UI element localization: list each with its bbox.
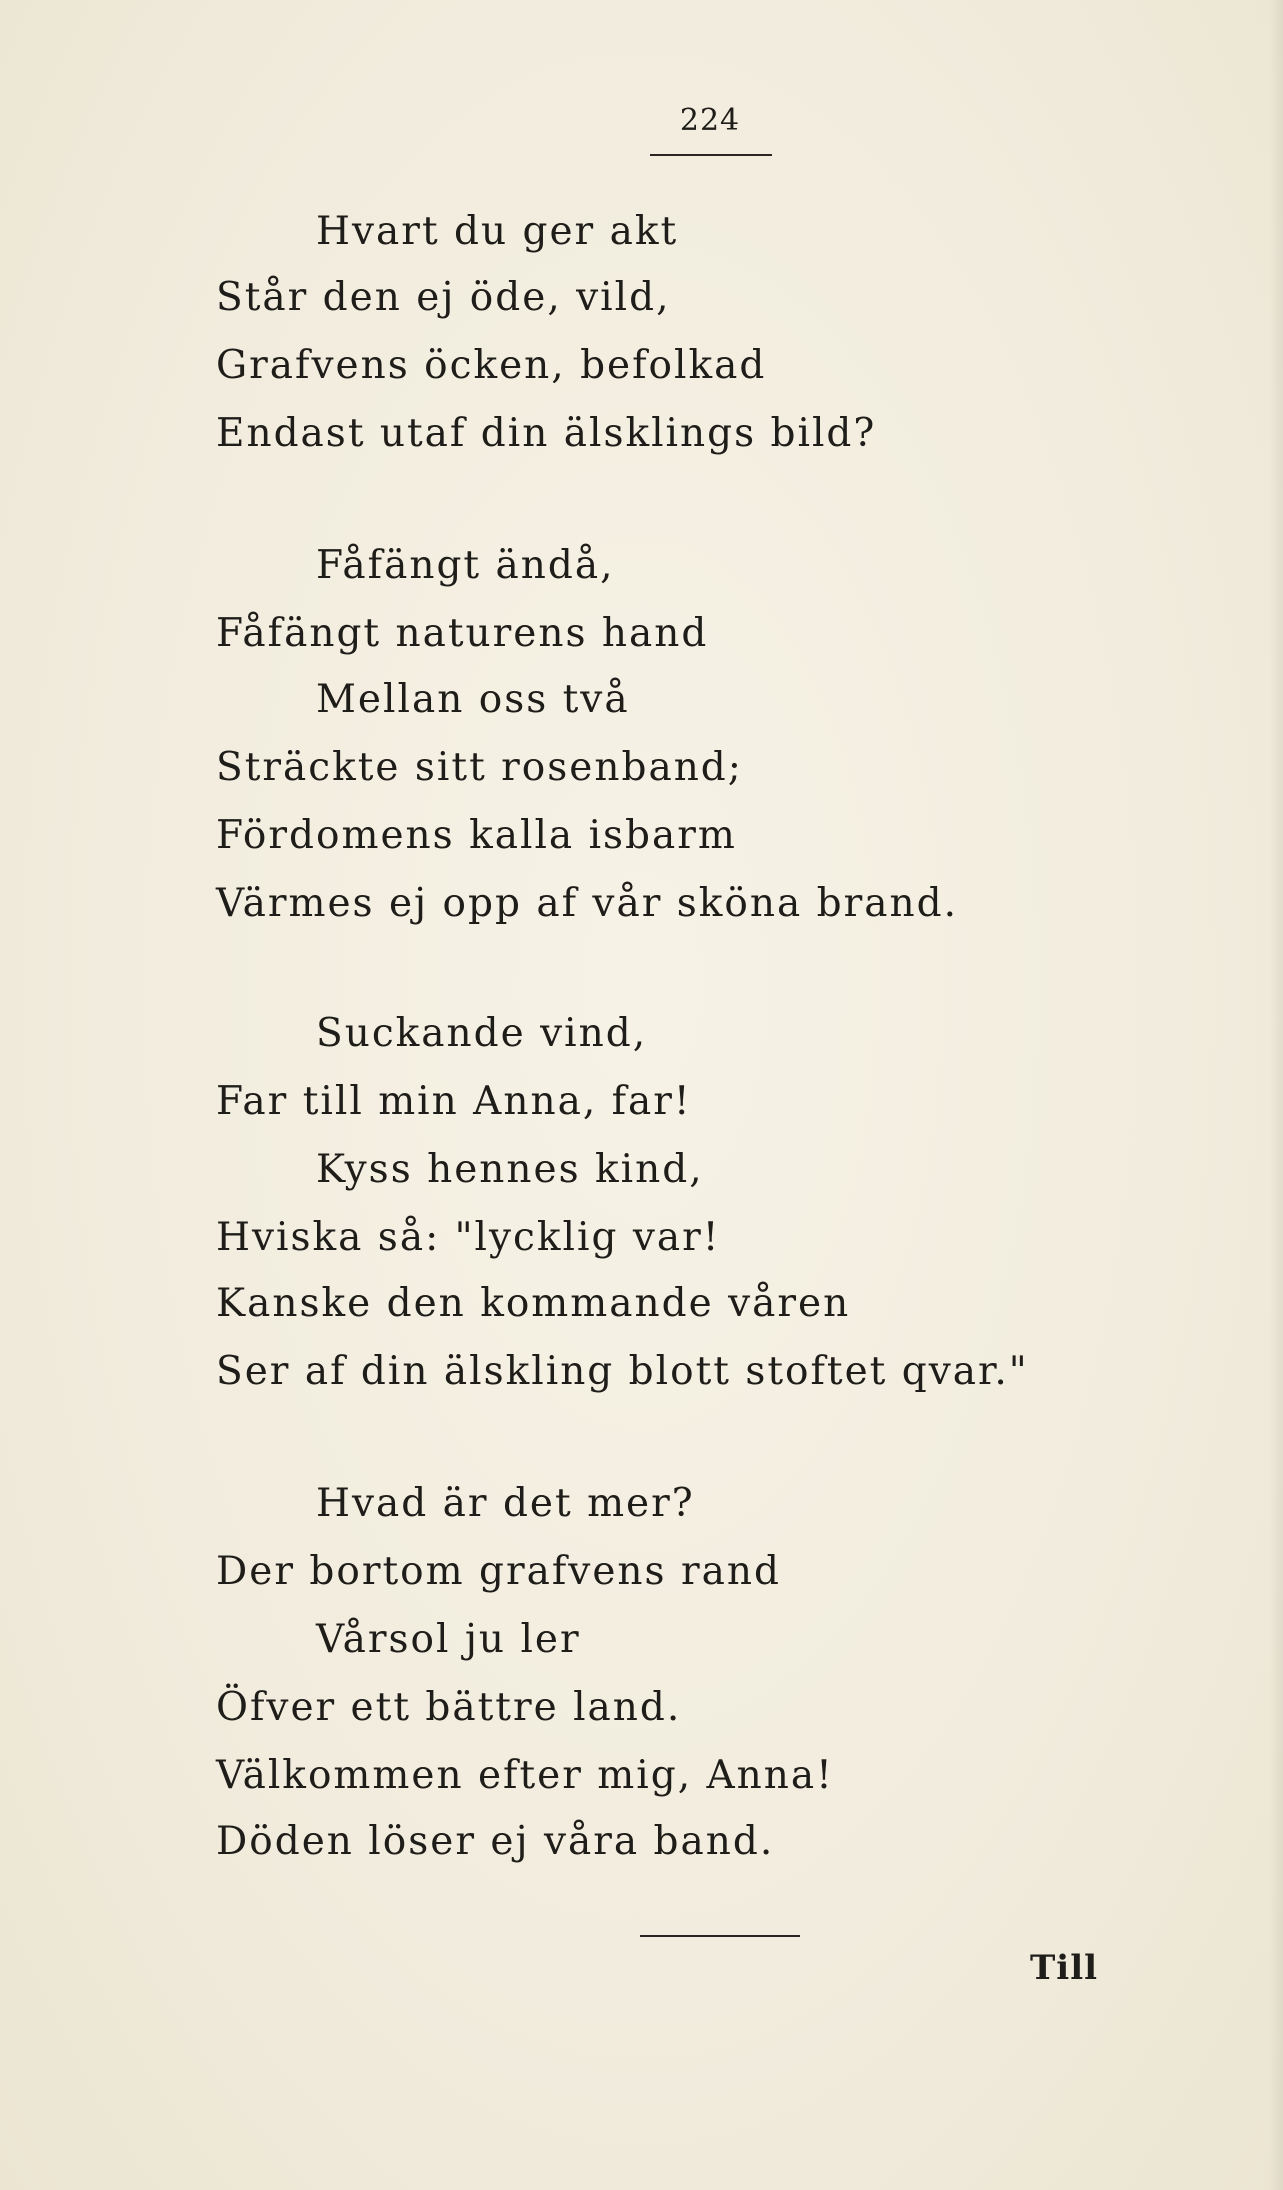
page-number: 224	[679, 103, 741, 138]
poem-line: Grafvens öcken, befolkad	[216, 343, 767, 388]
catchword: Till	[1030, 1948, 1099, 1988]
poem-line: Mellan oss två	[316, 677, 630, 722]
footer-rule	[640, 1935, 800, 1937]
poem-line: Värmes ej opp af vår sköna brand.	[216, 881, 958, 926]
poem-line: Ser af din älskling blott stoftet qvar."	[216, 1349, 1029, 1394]
poem-line: Endast utaf din älsklings bild?	[216, 411, 877, 456]
poem-line: Sträckte sitt rosenband;	[216, 745, 743, 790]
poem-line: Kyss hennes kind,	[316, 1147, 704, 1192]
header-rule	[650, 154, 772, 156]
poem-line: Döden löser ej våra band.	[216, 1819, 775, 1864]
poem-line: Kanske den kommande våren	[216, 1281, 851, 1326]
poem-line: Fåfängt ändå,	[316, 543, 615, 588]
poem-line: Öfver ett bättre land.	[216, 1685, 682, 1730]
poem-line: Hvad är det mer?	[316, 1481, 695, 1526]
poem-line: Fördomens kalla isbarm	[216, 813, 737, 858]
poem-line: Står den ej öde, vild,	[216, 275, 671, 320]
poem-line: Välkommen efter mig, Anna!	[216, 1753, 834, 1798]
page-edge-shadow	[1269, 0, 1283, 2190]
poem-line: Hviska så: "lycklig var!	[216, 1215, 721, 1260]
poem-line: Fåfängt naturens hand	[216, 611, 709, 656]
poem-line: Suckande vind,	[316, 1011, 648, 1056]
poem-line: Far till min Anna, far!	[216, 1079, 692, 1124]
poem-line: Vårsol ju ler	[316, 1617, 581, 1662]
poem-line: Hvart du ger akt	[316, 209, 679, 254]
poem-line: Der bortom grafvens rand	[216, 1549, 781, 1594]
